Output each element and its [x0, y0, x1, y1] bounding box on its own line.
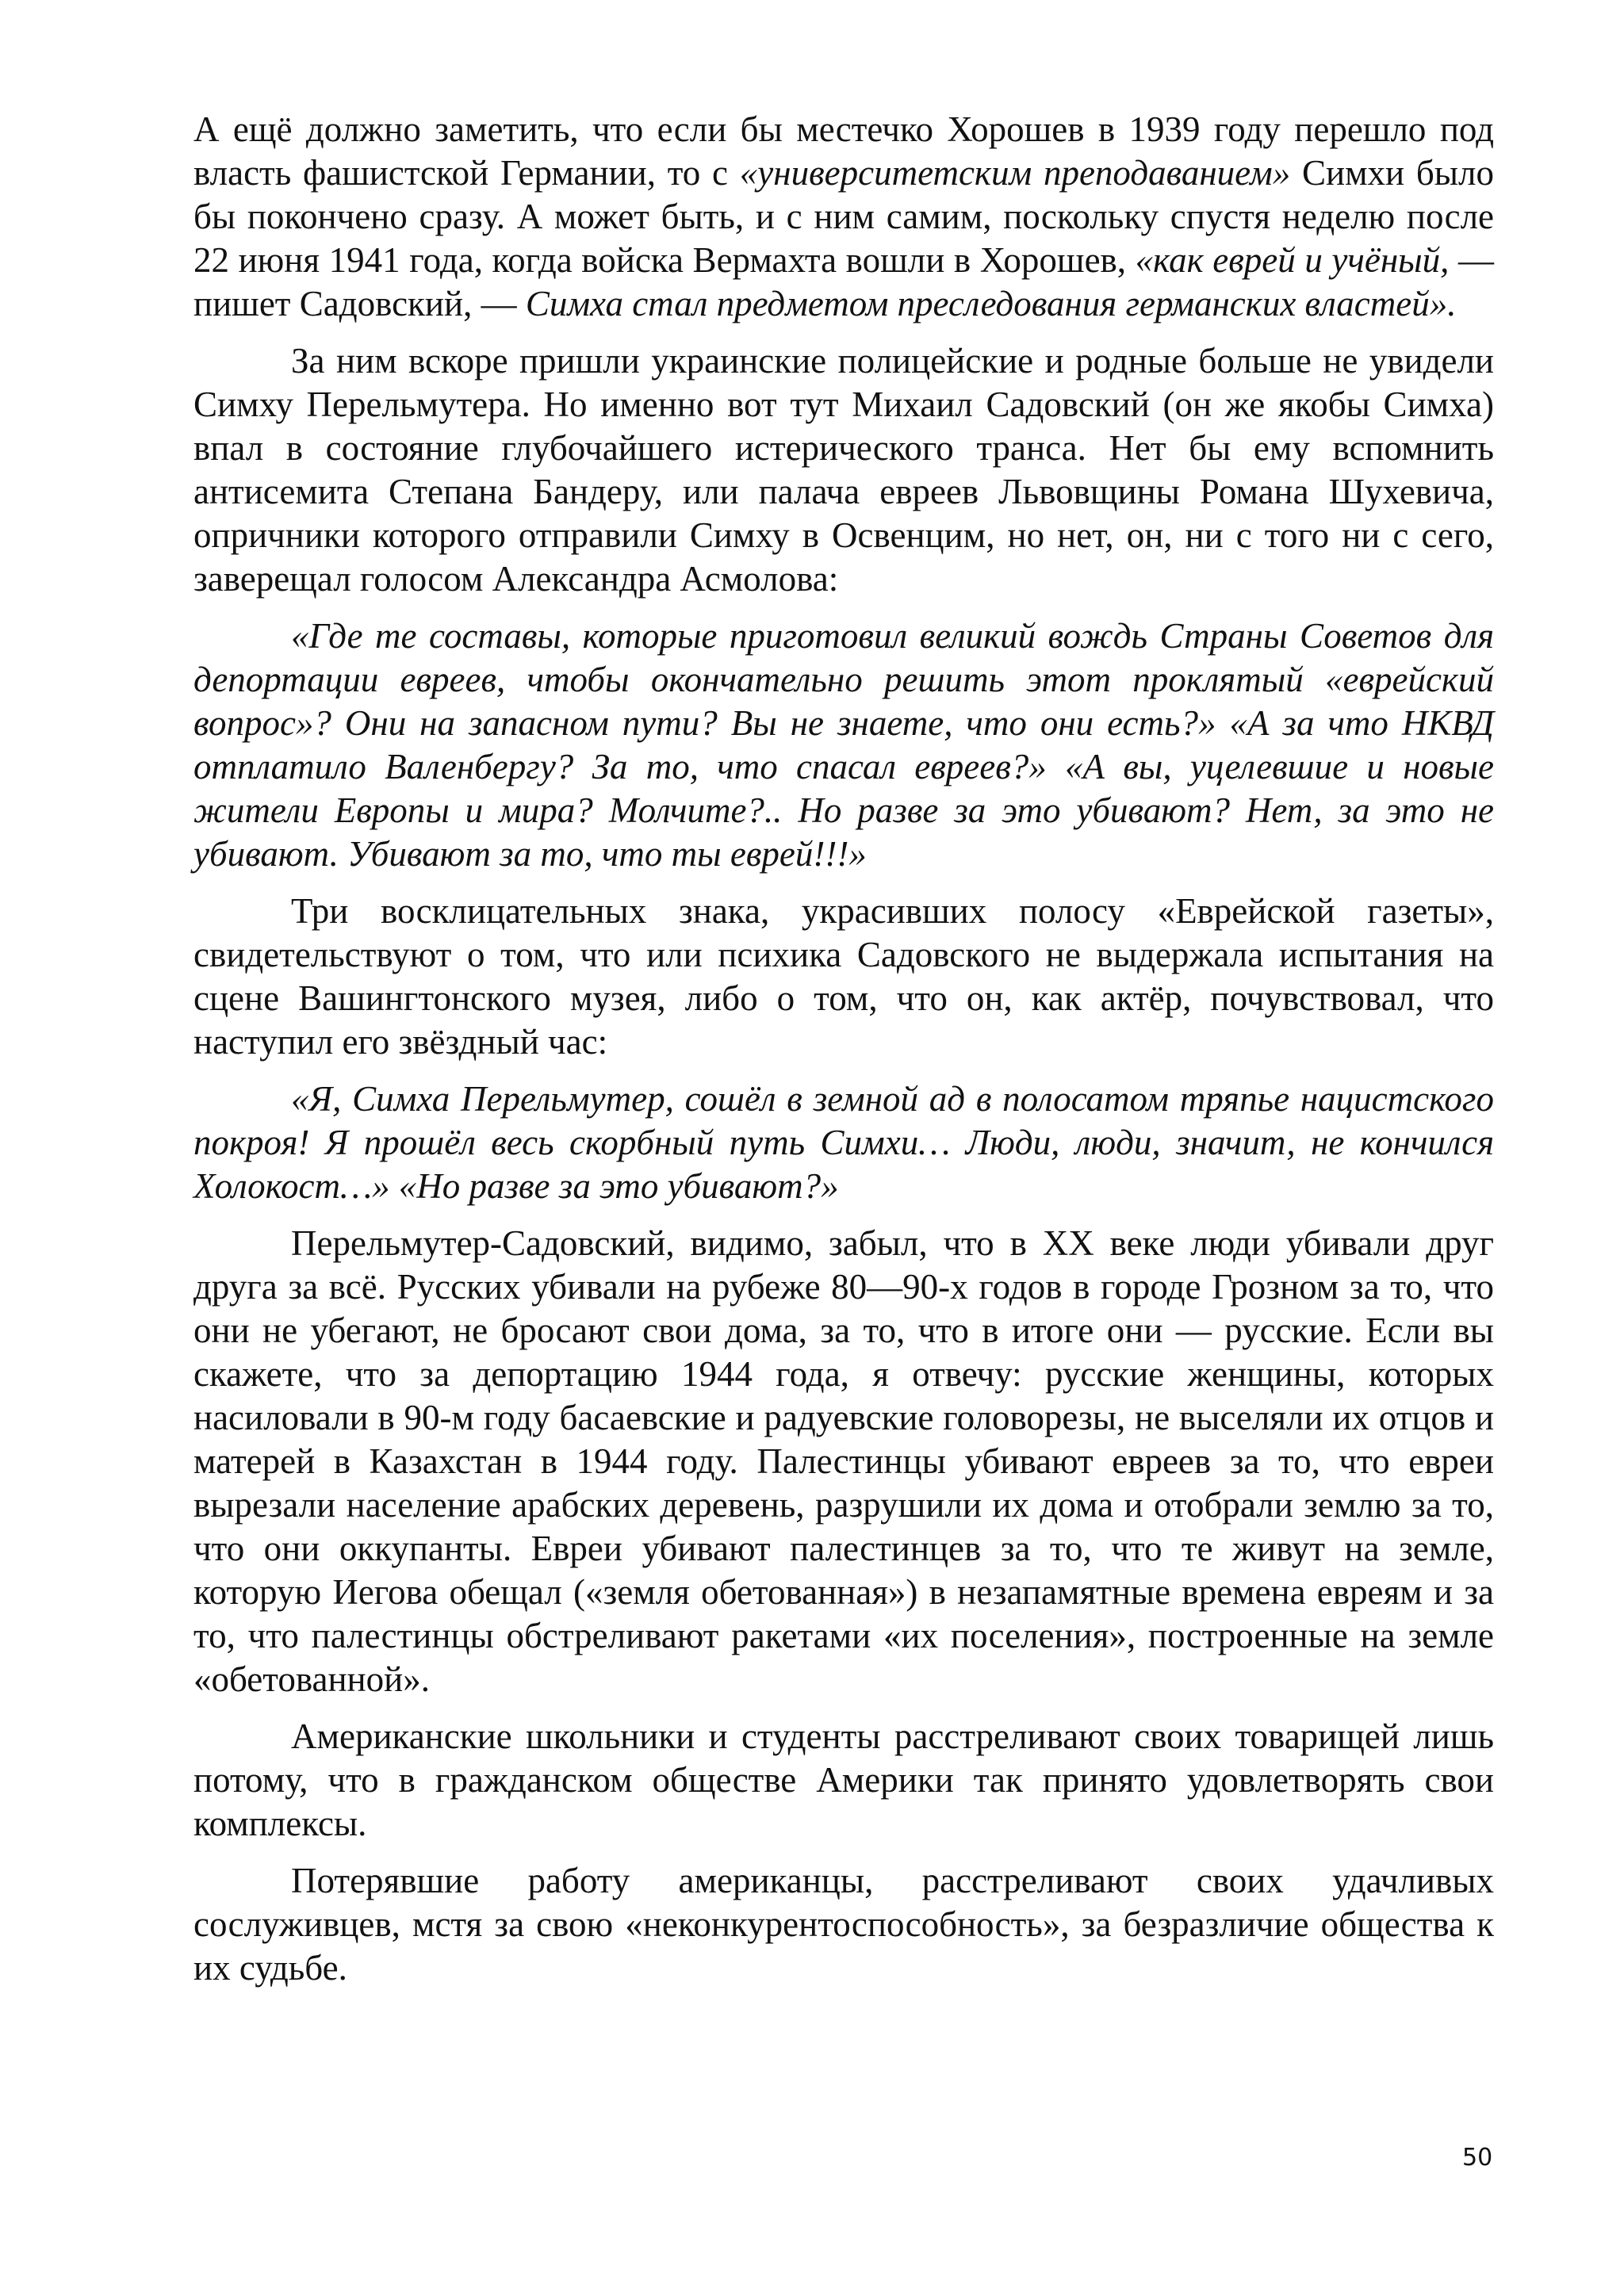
paragraph-1-quote-a: «университетским преподаванием»	[739, 153, 1291, 193]
paragraph-1-text-a: А ещё должно заметить, что если бы местечко Хорошев в 1939 году перешло под власть фашистской Германии, то с	[193, 109, 1494, 193]
body-text	[193, 108, 1494, 2003]
quote-1: «Где те составы, которые приготовил великий вождь Страны Советов для депортации евреев, чтобы окончательно решить этот проклятый «еврейский вопрос»? Они на запасном пути? Вы не знаете, что они есть?» «А за что НКВД отплатило Валенбергу? За то, что спасал евреев?» «А вы, уцелевшие и новые жители Европы и мира? Молчите?.. Но разве за это убивают? Нет, за это не убивают. Убивают за то, что ты еврей!!!»	[193, 616, 1494, 874]
paragraph-1-quote-c: Симха стал предметом преследования германских властей».	[525, 284, 1457, 323]
paragraph-3: Три восклицательных знака, украсивших полосу «Еврейской газеты», свидетельствуют о том, что или психика Садовского не выдержала испытания на сцене Вашингтонского музея, либо о том, что он, как актёр, почувствовал, что наступил его звёздный час:	[193, 891, 1494, 1062]
quote-2: «Я, Симха Перельмутер, сошёл в земной ад в полосатом тряпье нацистского покроя! Я прошёл весь скорбный путь Симхи… Люди, люди, значит, не кончился Холокост…» «Но разве за это убивают?»	[193, 1079, 1494, 1206]
paragraph-2: За ним вскоре пришли украинские полицейские и родные больше не увидели Симху Перельмутера. Но именно вот тут Михаил Садовский (он же якобы Симха) впал в состояние глубочайшего истерического транса. Нет бы ему вспомнить антисемита Степана Бандеру, или палача евреев Львовщины Романа Шухевича, опричники которого отправили Симху в Освенцим, но нет, он, ни с того ни с сего, заверещал голосом Александра Асмолова:	[193, 341, 1494, 599]
paragraph-4: Перельмутер-Садовский, видимо, забыл, что в XX веке люди убивали друг друга за всё. Русских убивали на рубеже 80—90-х годов в городе Грозном за то, что они не убегают, не бросают свои дома, за то, что в итоге они — русские. Если вы скажете, что за депортацию 1944 года, я отвечу: русские женщины, которых насиловали в 90-м году басаевские и радуевские головорезы, не выселяли их отцов и матерей в Казахстан в 1944 году. Палестинцы убивают евреев за то, что евреи вырезали население арабских деревень, разрушили их дома и отобрали землю за то, что они оккупанты. Евреи убивают палестинцев за то, что те живут на земле, которую Иегова обещал («земля обетованная») в незапамятные времена евреям и за то, что палестинцы обстреливают ракетами «их поселения», построенные на земле «обетованной».	[193, 1223, 1494, 1699]
paragraph-1-text-c: — пишет Садовский, —	[193, 240, 1494, 323]
paragraph-1-quote-b: «как еврей и учёный,	[1135, 240, 1450, 280]
paragraph-5: Американские школьники и студенты расстреливают своих товарищей лишь потому, что в гражданском обществе Америки так принято удовлетворять свои комплексы.	[193, 1716, 1494, 1843]
paragraph-6: Потерявшие работу американцы, расстреливают своих удачливых сослуживцев, мстя за свою «неконкурентоспособность», за безразличие общества к их судьбе.	[193, 1861, 1494, 1988]
paragraph-1-text-b: Симхи было бы покончено сразу. А может быть, и с ним самим, поскольку спустя неделю после 22 июня 1941 года, когда войска Вермахта вошли в Хорошев,	[193, 153, 1494, 280]
page-number: 50	[1462, 2144, 1493, 2172]
paragraph-1	[193, 108, 1494, 326]
